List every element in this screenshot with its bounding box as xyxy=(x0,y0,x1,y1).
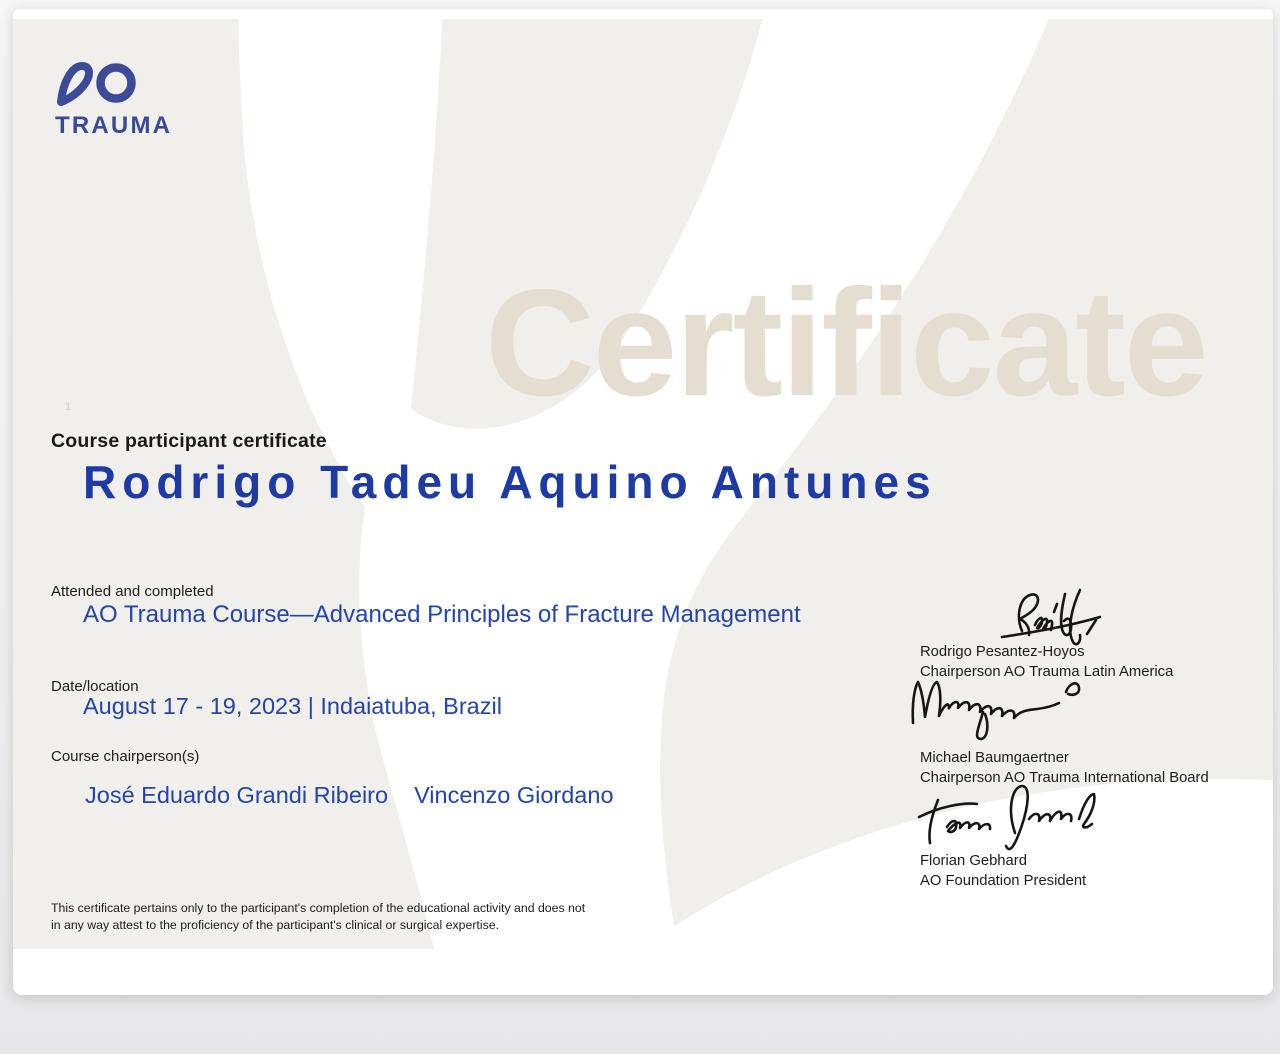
chairpersons-line xyxy=(85,782,614,809)
date-location-value: August 17 - 19, 2023 | Indaiatuba, Brazil xyxy=(83,693,502,719)
signatory-name: Rodrigo Pesantez-Hoyos xyxy=(920,644,1085,660)
disclaimer-text xyxy=(51,900,611,935)
attended-label: Attended and completed xyxy=(51,583,214,600)
signature-rodrigo-pesantez-hoyos xyxy=(988,587,1118,649)
course-title: AO Trauma Course—Advanced Principles of Fracture Management xyxy=(83,601,801,628)
logo-wordmark: TRAUMA xyxy=(55,112,173,139)
ao-trauma-logo xyxy=(56,61,142,112)
signatory-title: AO Foundation President xyxy=(920,873,1087,889)
disclaimer-line: in any way attest to the proficiency of the participant's clinical or surgical expertise. xyxy=(51,918,499,933)
ao-logo-icon xyxy=(56,61,142,107)
chairperson-name: Vincenzo Giordano xyxy=(414,782,614,808)
participant-name: Rodrigo Tadeu Aquino Antunes xyxy=(83,456,937,508)
signatory-name: Florian Gebhard xyxy=(920,853,1027,869)
disclaimer-line: This certificate pertains only to the participant's completion of the educational activity and does not xyxy=(51,901,586,915)
signatory-title: Chairperson AO Trauma Latin America xyxy=(920,664,1174,680)
certificate-watermark: Certificate xyxy=(485,258,1207,428)
signatory-name: Michael Baumgaertner xyxy=(920,750,1069,766)
signatory-block xyxy=(920,642,1173,682)
signature-michael-baumgaertner xyxy=(903,677,1118,749)
signature-florian-gebhard xyxy=(911,781,1106,861)
chairpersons-label: Course chairperson(s) xyxy=(51,748,200,765)
signatory-title: Chairperson AO Trauma International Board xyxy=(920,770,1209,786)
certificate-heading: Course participant certificate xyxy=(51,430,327,452)
date-location-label: Date/location xyxy=(51,678,139,695)
signatory-block xyxy=(920,851,1086,891)
page-marker: 1 xyxy=(65,401,72,413)
certificate-page xyxy=(13,9,1273,995)
chairperson-name: José Eduardo Grandi Ribeiro xyxy=(85,782,389,808)
